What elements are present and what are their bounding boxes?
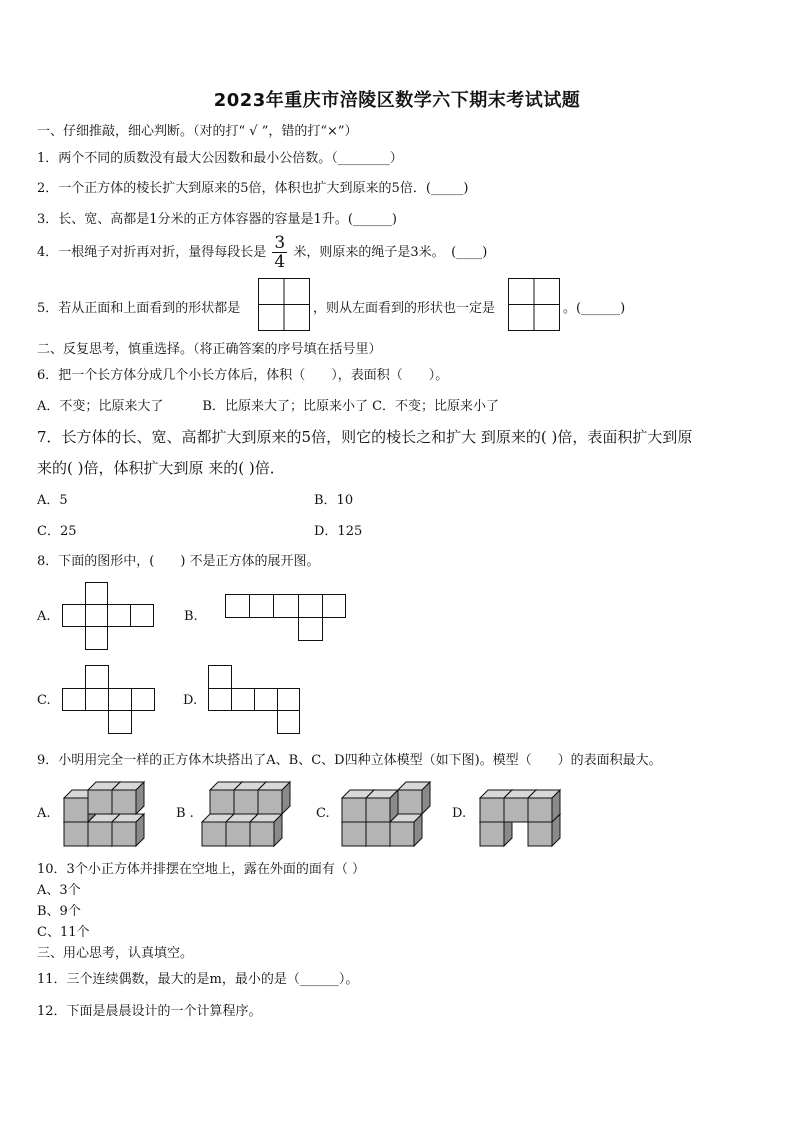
block-model-b [202,782,294,850]
question-9: 9．小明用完全一样的正方体木块搭出了A、B、C、D四种立体模型（如下图)。模型（ ）的表面积最大。 [37,753,662,768]
q8-label-a: A. [37,609,51,624]
q9-label-c: C. [316,806,330,821]
page-title: 2023年重庆市涪陵区数学六下期末考试试题 [213,90,581,111]
question-2: 2．一个正方体的棱长扩大到原来的5倍，体积也扩大到原来的5倍．(_____) [37,181,469,196]
question-1: 1．两个不同的质数没有最大公因数和最小公倍数。（________） [37,151,403,166]
cube-net-d [208,665,303,735]
question-7-option-d: D．125 [314,524,363,539]
question-4-text-pre: 4．一根绳子对折再对折，量得每段长是 [37,245,267,260]
q9-label-a: A. [37,806,51,821]
question-7-option-a: A．5 [37,493,68,508]
section-3-heading: 三、用心思考，认真填空。 [37,946,194,961]
q8-label-c: C. [37,693,51,708]
grid-2x2-figure-left [508,278,560,332]
question-5-text-mid: ，则从左面看到的形状也一定是 [313,301,496,316]
q8-label-d: D. [183,693,198,708]
question-7-line-1: 7．长方体的长、宽、高都扩大到原来的5倍，则它的棱长之和扩大 到原来的( )倍，表面积扩大到原 [37,428,693,446]
question-5-text-pre: 5．若从正面和上面看到的形状都是 [37,301,241,316]
question-7-line-2: 来的( )倍，体积扩大到原 来的( )倍． [37,459,285,477]
question-10: 10．3个小正方体并排摆在空地上，露在外面的面有（ ） [37,862,365,877]
question-10-option-c: C、11个 [37,925,90,940]
cube-net-a [62,582,157,652]
question-3: 3．长、宽、高都是1分米的正方体容器的容量是1升。(______) [37,212,397,227]
cube-net-b [225,594,347,642]
q9-label-d: D. [452,806,467,821]
question-5-text-post: 。(______) [563,301,626,316]
question-12: 12．下面是晨晨设计的一个计算程序。 [37,1004,262,1019]
q8-label-b: B. [184,609,198,624]
question-6-options: A．不变；比原来大了 B．比原来大了；比原来小了 C．不变；比原来小了 [37,399,500,414]
fraction-denominator: 4 [274,252,286,272]
question-7-option-b: B．10 [314,493,354,508]
question-4 [37,234,487,271]
question-10-option-b: B、9个 [37,904,81,919]
block-model-c [342,782,434,850]
cube-net-c [62,665,157,735]
block-model-d [480,782,572,850]
grid-2x2-figure-front [258,278,310,332]
fraction-numerator: 3 [274,233,286,253]
question-6: 6．把一个长方体分成几个小长方体后，体积（ ），表面积（ ）。 [37,368,449,383]
question-7-option-c: C．25 [37,524,77,539]
section-1-heading: 一、仔细推敲，细心判断。（对的打“ √ ”，错的打“×”） [37,124,358,139]
section-2-heading: 二、反复思考，慎重选择。（将正确答案的序号填在括号里） [37,342,382,357]
question-10-option-a: A、3个 [37,883,81,898]
fraction [272,234,287,271]
question-11: 11．三个连续偶数，最大的是m，最小的是（______）。 [37,972,359,987]
block-model-a [64,782,156,850]
question-8: 8．下面的图形中，( ) 不是正方体的展开图。 [37,554,320,569]
question-4-text-post: 米，则原来的绳子是3米。 (____) [293,245,488,260]
q9-label-b: B . [176,806,194,821]
